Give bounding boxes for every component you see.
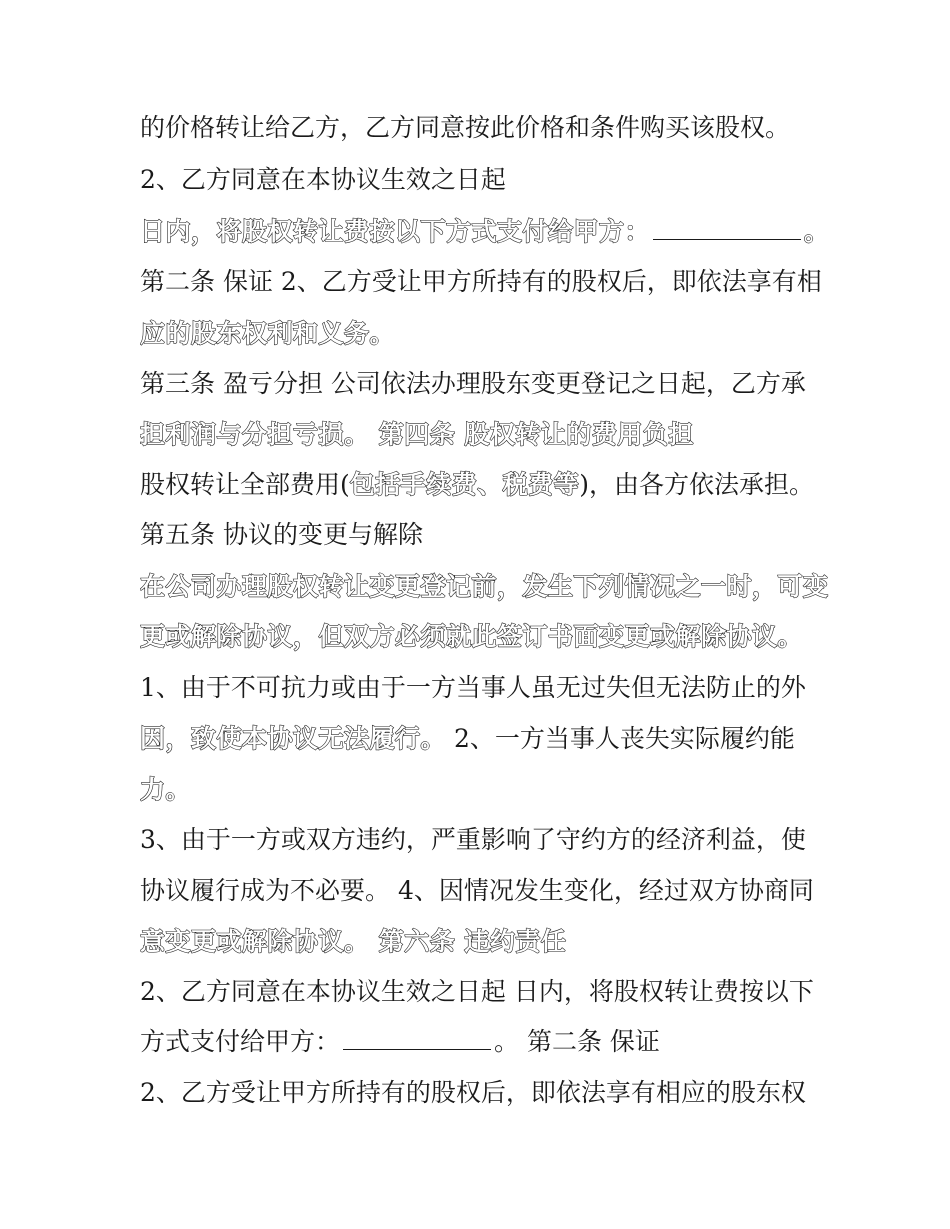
text-segment: )，由各方依法承担。 [579,470,815,499]
fill-in-blank [343,1023,491,1050]
text-segment: 2、乙方受让甲方所持有的股权后，即依法享有相应的股东权 [140,1078,806,1107]
text-segment: 第二条 保证 2、乙方受让甲方所持有的股权后，即依法享有相 [140,267,822,296]
text-segment: 1、由于不可抗力或由于一方当事人虽无过失但无法防止的外 [140,673,806,702]
text-line [140,1022,830,1062]
text-line [140,668,830,708]
text-segment: 3、由于一方或双方违约，严重影响了守约方的经济利益，使 [140,825,806,854]
text-line [140,364,830,404]
text-segment: 2、乙方同意在本协议生效之日起 日内，将股权转让费按以下 [140,977,814,1006]
outlined-text-segment: 日内，将股权转让费按以下方式支付给甲方： [140,217,651,246]
text-segment: 股权转让全部费用( [140,470,350,499]
text-line [140,1073,830,1113]
text-line [140,972,830,1012]
text-line [140,820,830,860]
outlined-text-segment: 在公司办理股权转让变更登记前，发生下列情况之一时，可变 [140,572,829,601]
text-segment: 2、一方当事人丧失实际履约能 [446,724,795,753]
text-line [140,617,830,657]
text-line [140,160,830,200]
text-segment: 2、乙方同意在本协议生效之日起 [140,165,506,194]
text-line [140,108,830,148]
fill-in-blank [653,213,801,240]
text-line [140,567,830,607]
text-line [140,314,830,354]
outlined-text-segment: 。 [804,217,830,246]
outlined-text-segment: 包括手续费、税费等 [349,470,580,499]
text-segment: 方式支付给甲方： [140,1027,341,1056]
text-line [140,262,830,302]
text-line [140,922,830,962]
text-line [140,770,830,810]
text-segment: 第三条 盈亏分担 公司依法办理股东变更登记之日起，乙方承 [140,369,806,398]
text-segment: 协议履行成为不必要。 4、因情况发生变化，经过双方协商同 [140,876,814,905]
text-line [140,415,830,455]
text-line [140,515,830,555]
outlined-text-segment: 应的股东权利和义务。 [140,319,396,348]
text-line [140,719,830,759]
outlined-text-segment: 力。 [140,775,192,804]
outlined-text-segment: 担利润与分担亏损。 第四条 股权转让的费用负担 [140,420,694,449]
text-segment: 的价格转让给乙方，乙方同意按此价格和条件购买该股权。 [140,113,791,142]
text-line [140,871,830,911]
text-line [140,212,830,252]
outlined-text-segment: 更或解除协议，但双方必须就此签订书面变更或解除协议。 [140,622,804,651]
text-line [140,465,830,505]
outlined-text-segment: 意变更或解除协议。 第六条 违约责任 [140,927,567,956]
outlined-text-segment: 因，致使本协议无法履行。 [140,724,447,753]
text-segment: 。 第二条 保证 [494,1027,660,1056]
text-segment: 第五条 协议的变更与解除 [140,520,423,549]
